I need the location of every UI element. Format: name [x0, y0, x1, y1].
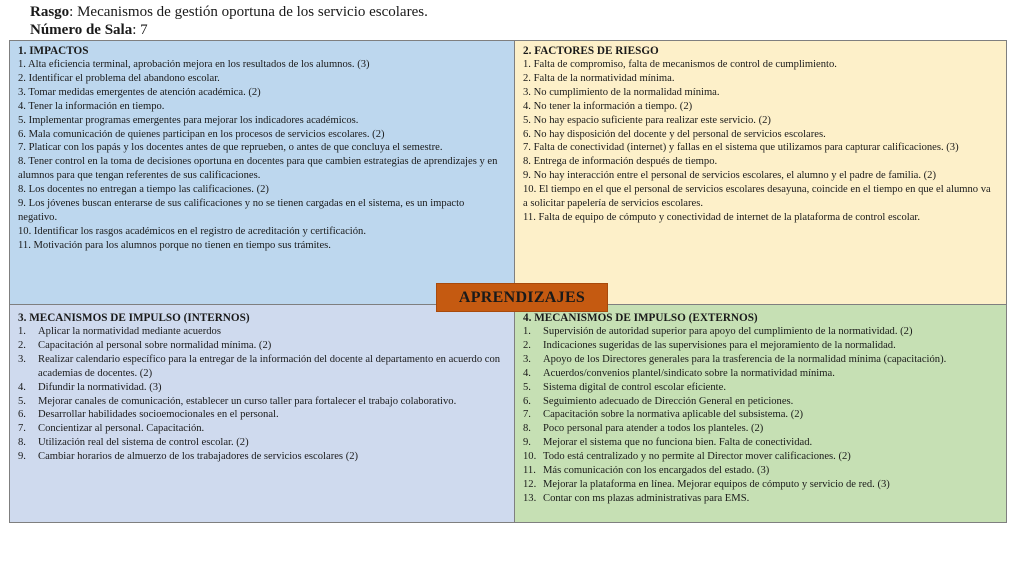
list-item: [18, 353, 506, 381]
item-text: Supervisión de autoridad superior para apoyo del cumplimiento de la normatividad. (2): [543, 326, 913, 337]
list-item: [523, 381, 998, 395]
list-item: 7. Platicar con los papás y los docentes antes de que reprueben, o antes de que concluya el semestre.: [18, 142, 443, 154]
item-text: Capacitación al personal sobre normalidad mínima. (2): [38, 339, 272, 351]
list-item: 10. El tiempo en el que el personal de servicios escolares desayuna, coincide en el tiempo en que el alumno va a solicitar papelería de servicios escolares.: [523, 184, 991, 210]
list-item: [18, 422, 506, 436]
list-item: [18, 408, 506, 422]
list-item: 5. Implementar programas emergentes para mejorar los indicadores académicos.: [18, 114, 359, 126]
item-text: Mejorar el sistema que no funciona bien. Falta de conectividad.: [543, 437, 813, 449]
list-item: 4. No tener la información a tiempo. (2): [523, 100, 693, 112]
item-number: 5.: [18, 395, 26, 407]
item-text: Indicaciones sugeridas de las supervisiones para el mejoramiento de la normalidad.: [543, 339, 896, 351]
list-item: [18, 325, 506, 339]
room-label: Número de Sala: [30, 22, 133, 38]
list-item: [523, 422, 998, 436]
list-item: [523, 339, 998, 353]
item-number: 2.: [18, 339, 26, 351]
list-item: [523, 478, 998, 492]
list-item: 8. Tener control en la toma de decisiones oportuna en docentes para que cambien estrategias de aprendizajes y en alumnos para que tengan referentes de sus calificaciones.: [18, 156, 498, 182]
item-number: 3.: [18, 353, 26, 365]
room-line: [30, 21, 428, 39]
item-text: Apoyo de los Directores generales para la trasferencia de la normalidad mínima (capacitación).: [543, 353, 947, 365]
item-text: Realizar calendario específico para la entregar de la información del docente al departamento en acuerdo con academias de docentes. (2): [38, 353, 501, 379]
trait-text: : Mecanismos de gestión oportuna de los servicio escolares.: [69, 4, 428, 20]
item-text: Concientizar al personal. Capacitación.: [38, 423, 205, 435]
item-number: 12.: [523, 478, 537, 490]
item-number: 9.: [18, 451, 26, 463]
list-item: [18, 436, 506, 450]
list-item: [523, 436, 998, 450]
quadrant-title: 2. FACTORES DE RIESGO: [523, 45, 659, 57]
item-number: 11.: [523, 465, 536, 477]
item-number: 4.: [18, 381, 26, 393]
list-item: [18, 395, 506, 409]
list-item: 6. No hay disposición del docente y del personal de servicios escolares.: [523, 128, 826, 140]
item-text: Utilización real del sistema de control escolar. (2): [38, 437, 249, 449]
list-item: 8. Entrega de información después de tiempo.: [523, 156, 718, 168]
list-item: 7. Falta de conectividad (internet) y fallas en el sistema que utilizamos para capturar calificaciones. (3): [523, 142, 959, 154]
list-item: 1. Falta de compromiso, falta de mecanismos de control de cumplimiento.: [523, 59, 837, 70]
internos-list: [18, 325, 506, 464]
item-text: Poco personal para atender a todos los planteles. (2): [543, 423, 764, 435]
item-text: Mejorar canales de comunicación, establecer un curso taller para fortalecer el trabajo colaborativo.: [38, 395, 457, 407]
list-item: [18, 450, 506, 464]
list-item: 2. Identificar el problema del abandono escolar.: [18, 72, 220, 84]
item-number: 2.: [523, 339, 531, 351]
trait-line: [30, 3, 428, 21]
item-number: 6.: [18, 409, 26, 421]
list-item: [523, 492, 998, 506]
externos-list: [523, 325, 998, 506]
item-number: 7.: [523, 409, 531, 421]
quadrant-title: 1. IMPACTOS: [18, 45, 89, 57]
list-item: [523, 353, 998, 367]
list-item: 9. No hay interacción entre el personal de servicios escolares, el alumno y el padre de familia. (2): [523, 170, 936, 182]
item-text: Mejorar la plataforma en línea. Mejorar equipos de cómputo y servicio de red. (3): [543, 478, 890, 490]
list-item: [523, 408, 998, 422]
item-number: 1.: [523, 326, 531, 337]
list-item: 8. Los docentes no entregan a tiempo las calificaciones. (2): [18, 184, 269, 196]
item-text: Capacitación sobre la normativa aplicable del subsistema. (2): [543, 409, 804, 421]
item-text: Más comunicación con los encargados del estado. (3): [543, 465, 770, 477]
item-number: 10.: [523, 451, 537, 463]
list-item: 1. Alta eficiencia terminal, aprobación mejora en los resultados de los alumnos. (3): [18, 59, 370, 70]
quadrant-mecanismos-externos: [515, 305, 1006, 522]
list-item: [523, 367, 998, 381]
item-number: 8.: [18, 437, 26, 449]
list-item: 2. Falta de la normatividad mínima.: [523, 72, 675, 84]
item-number: 1.: [18, 326, 26, 337]
item-text: Acuerdos/convenios plantel/sindicato sobre la normatividad mínima.: [543, 367, 835, 379]
item-text: Sistema digital de control escolar eficiente.: [543, 381, 726, 393]
item-text: Todo está centralizado y no permite al Director mover calificaciones. (2): [543, 451, 851, 463]
item-number: 9.: [523, 437, 531, 449]
list-item: 9. Los jóvenes buscan enterarse de sus calificaciones y no se tienen cargadas en el sistema, es un impacto negativo.: [18, 198, 465, 223]
list-item: [523, 450, 998, 464]
item-number: 5.: [523, 381, 531, 393]
list-item: 4. Tener la información en tiempo.: [18, 100, 165, 112]
list-item: 11. Motivación para los alumnos porque no tienen en tiempo sus trámites.: [18, 239, 331, 251]
item-number: 7.: [18, 423, 26, 435]
quadrant-title: 4. MECANISMOS DE IMPULSO (EXTERNOS): [523, 312, 758, 324]
item-text: Contar con ms plazas administrativas para EMS.: [543, 492, 750, 504]
list-item: [523, 325, 998, 339]
item-text: Aplicar la normatividad mediante acuerdos: [38, 326, 221, 337]
trait-label: Rasgo: [30, 4, 70, 20]
list-item: [523, 395, 998, 409]
item-number: 8.: [523, 423, 531, 435]
item-text: Seguimiento adecuado de Dirección General en peticiones.: [543, 395, 794, 407]
item-number: 13.: [523, 492, 537, 504]
impactos-list: [18, 58, 506, 253]
quadrant-impactos: [10, 41, 515, 305]
list-item: 10. Identificar los rasgos académicos en el registro de acreditación y certificación.: [18, 225, 366, 237]
list-item: 3. Tomar medidas emergentes de atención académica. (2): [18, 86, 261, 98]
document-header: [30, 3, 428, 39]
item-text: Cambiar horarios de almuerzo de los trabajadores de servicios escolares (2): [38, 451, 359, 463]
list-item: 5. No hay espacio suficiente para realizar este servicio. (2): [523, 114, 771, 126]
item-text: Desarrollar habilidades socioemocionales en el personal.: [38, 409, 279, 421]
list-item: [18, 339, 506, 353]
room-text: : 7: [132, 22, 148, 38]
item-number: 4.: [523, 367, 531, 379]
quadrant-title: 3. MECANISMOS DE IMPULSO (INTERNOS): [18, 312, 250, 324]
item-number: 3.: [523, 353, 531, 365]
quadrant-factores-de-riesgo: [515, 41, 1006, 305]
item-text: Difundir la normatividad. (3): [38, 381, 162, 393]
quadrant-mecanismos-internos: [10, 305, 515, 522]
list-item: [523, 464, 998, 478]
list-item: [18, 381, 506, 395]
item-number: 6.: [523, 395, 531, 407]
quadrant-grid: [9, 40, 1007, 523]
center-label-aprendizajes: APRENDIZAJES: [436, 283, 608, 312]
list-item: 11. Falta de equipo de cómputo y conectividad de internet de la plataforma de control escolar.: [523, 211, 921, 223]
list-item: 6. Mala comunicación de quienes participan en los procesos de servicios escolares. (2): [18, 128, 385, 140]
factores-list: [523, 58, 998, 225]
list-item: 3. No cumplimiento de la normalidad mínima.: [523, 86, 720, 98]
